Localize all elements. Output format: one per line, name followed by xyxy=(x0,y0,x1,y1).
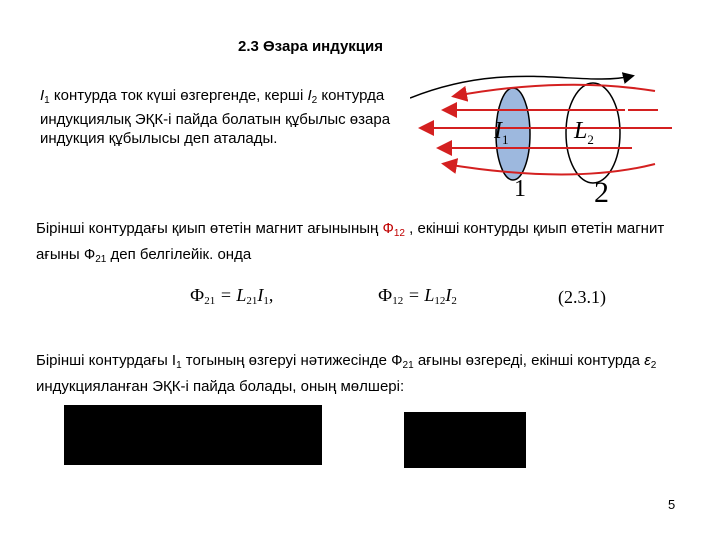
phi12-symbol: Ф xyxy=(382,220,394,237)
emf-text-d: индукцияланған ЭҚК-і пайда болады, оның мөлшері: xyxy=(36,378,405,395)
field-line-1 xyxy=(455,85,655,96)
phi12-subscript: 12 xyxy=(393,228,405,239)
definition-text-b: контурда индукциялық ЭҚК-і пайда болатын құбылыс өзара индукция құбылысы деп аталады. xyxy=(40,87,391,147)
flux-paragraph xyxy=(36,218,686,270)
definition-text-a: контурда ток күші өзгергенде, керші xyxy=(49,87,308,104)
i1-subscript-2: 1 xyxy=(176,360,182,371)
epsilon-subscript: 2 xyxy=(650,360,657,371)
equation-phi12: $Ф_{12} = L_{12}I_2$ xyxy=(378,285,457,307)
coil-2-label: $L_2$ xyxy=(574,118,594,147)
coil-2-number: 2 xyxy=(594,176,609,204)
phi21-subscript-2: 21 xyxy=(402,360,414,371)
i1-subscript: 1 xyxy=(44,95,50,106)
flux-text-b: , екінші контурды қиып өтетін магнит ағыны Ф xyxy=(36,220,665,263)
emf-text-a: Бірінші контурдағы I xyxy=(36,352,177,369)
flux-text-c: деп белгілейік. онда xyxy=(106,246,252,263)
coil-1-number: 1 xyxy=(514,176,526,202)
emf-text-c: ағыны өзгереді, екінші контурда xyxy=(413,352,645,369)
equation-number: (2.3.1) xyxy=(558,287,606,307)
field-line-5 xyxy=(445,164,655,175)
i2-symbol: I xyxy=(307,87,312,104)
coil-1-label: $I_1$ xyxy=(494,118,509,147)
formula-image-2 xyxy=(404,412,526,468)
equation-phi21: $Ф_{21} = L_{21}I_1$, xyxy=(190,285,274,307)
page-number: 5 xyxy=(668,497,676,512)
slide-title: 2.3 Өзара индукция xyxy=(238,38,383,55)
i2-subscript: 2 xyxy=(311,95,318,106)
i1-symbol: I xyxy=(40,87,45,104)
formula-image-1 xyxy=(64,405,322,465)
definition-paragraph xyxy=(40,86,400,148)
emf-text-b: тогының өзгеруі нәтижесінде Ф xyxy=(181,352,403,369)
epsilon-symbol: ε xyxy=(644,352,651,369)
mutual-induction-diagram xyxy=(410,68,710,204)
phi21-subscript: 21 xyxy=(95,254,107,265)
emf-paragraph xyxy=(36,350,696,397)
flux-text-a: Бірінші контурдағы қиып өтетін магнит ағынының xyxy=(36,220,383,237)
